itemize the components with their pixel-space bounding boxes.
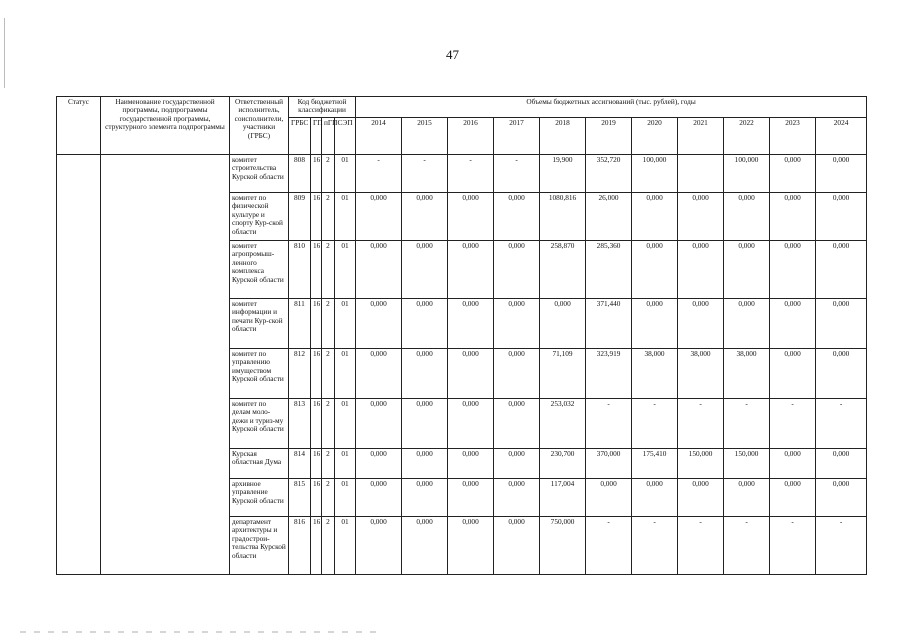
value-cell-2018: 253,032 (540, 399, 586, 449)
value-cell-2017: 0,000 (494, 349, 540, 399)
value-cell-2018: 117,004 (540, 479, 586, 517)
code-pgp-cell: 2 (322, 349, 335, 399)
value-cell-2022: 150,000 (724, 449, 770, 479)
value-cell-2015: 0,000 (402, 241, 448, 299)
code-grbs-cell: 814 (289, 449, 311, 479)
code-sep-cell: 01 (335, 479, 356, 517)
value-cell-2023: - (770, 399, 816, 449)
executor-cell: комитет строительства Курской области (230, 155, 289, 193)
value-cell-2016: 0,000 (448, 517, 494, 575)
value-cell-2023: 0,000 (770, 449, 816, 479)
value-cell-2024: 0,000 (816, 155, 867, 193)
code-sep-cell: 01 (335, 241, 356, 299)
value-cell-2022: - (724, 517, 770, 575)
value-cell-2021: 0,000 (678, 193, 724, 241)
header-code-group: Код бюджетной классификации (289, 97, 356, 118)
value-cell-2016: 0,000 (448, 399, 494, 449)
value-cell-2017: 0,000 (494, 479, 540, 517)
header-year-2020: 2020 (632, 118, 678, 155)
page-number: 47 (446, 47, 459, 62)
value-cell-2021 (678, 155, 724, 193)
executor-cell: архивное управление Курской области (230, 479, 289, 517)
code-sep-cell: 01 (335, 155, 356, 193)
value-cell-2015: 0,000 (402, 299, 448, 349)
value-cell-2020: 38,000 (632, 349, 678, 399)
value-cell-2022: 100,000 (724, 155, 770, 193)
value-cell-2019: 0,000 (586, 479, 632, 517)
value-cell-2020: 0,000 (632, 299, 678, 349)
code-pgp-cell: 2 (322, 299, 335, 349)
value-cell-2016: 0,000 (448, 449, 494, 479)
value-cell-2017: 0,000 (494, 241, 540, 299)
value-cell-2023: - (770, 517, 816, 575)
value-cell-2015: 0,000 (402, 399, 448, 449)
value-cell-2019: 323,919 (586, 349, 632, 399)
value-cell-2019: 352,720 (586, 155, 632, 193)
value-cell-2023: 0,000 (770, 155, 816, 193)
code-gp-cell: 16 (311, 299, 322, 349)
value-cell-2024: - (816, 399, 867, 449)
value-cell-2018: 750,000 (540, 517, 586, 575)
code-gp-cell: 16 (311, 399, 322, 449)
code-grbs-cell: 810 (289, 241, 311, 299)
value-cell-2024: 0,000 (816, 241, 867, 299)
value-cell-2023: 0,000 (770, 479, 816, 517)
value-cell-2024: 0,000 (816, 193, 867, 241)
name-cell (101, 155, 230, 575)
executor-cell: Курская областная Дума (230, 449, 289, 479)
header-year-2016: 2016 (448, 118, 494, 155)
value-cell-2018: 71,109 (540, 349, 586, 399)
value-cell-2014: 0,000 (356, 399, 402, 449)
value-cell-2024: 0,000 (816, 479, 867, 517)
value-cell-2018: 230,700 (540, 449, 586, 479)
value-cell-2015: - (402, 155, 448, 193)
value-cell-2019: - (586, 517, 632, 575)
value-cell-2018: 19,900 (540, 155, 586, 193)
header-code-3: СЭП (335, 118, 356, 155)
value-cell-2021: 0,000 (678, 241, 724, 299)
value-cell-2022: 0,000 (724, 241, 770, 299)
value-cell-2014: - (356, 155, 402, 193)
code-grbs-cell: 815 (289, 479, 311, 517)
code-pgp-cell: 2 (322, 449, 335, 479)
code-pgp-cell: 2 (322, 155, 335, 193)
executor-cell: комитет по делам моло-дежи и туриз-му Курской области (230, 399, 289, 449)
budget-table (56, 96, 867, 575)
code-sep-cell: 01 (335, 299, 356, 349)
value-cell-2020: 0,000 (632, 193, 678, 241)
value-cell-2017: - (494, 155, 540, 193)
executor-cell: комитет агропромыш-ленного комплекса Курской области (230, 241, 289, 299)
scan-artifact (20, 631, 380, 633)
code-pgp-cell: 2 (322, 241, 335, 299)
value-cell-2019: - (586, 399, 632, 449)
value-cell-2023: 0,000 (770, 241, 816, 299)
code-grbs-cell: 813 (289, 399, 311, 449)
table-row (57, 155, 867, 193)
value-cell-2014: 0,000 (356, 517, 402, 575)
code-gp-cell: 16 (311, 241, 322, 299)
header-name: Наименование государственной программы, подпрограммы государственной программы, структурного элемента подпрограммы (101, 97, 230, 155)
code-gp-cell: 16 (311, 449, 322, 479)
header-volume-group: Объемы бюджетных ассигнований (тыс. рублей), годы (356, 97, 867, 118)
value-cell-2016: 0,000 (448, 241, 494, 299)
value-cell-2015: 0,000 (402, 349, 448, 399)
value-cell-2014: 0,000 (356, 241, 402, 299)
value-cell-2023: 0,000 (770, 193, 816, 241)
value-cell-2017: 0,000 (494, 299, 540, 349)
value-cell-2015: 0,000 (402, 517, 448, 575)
code-gp-cell: 16 (311, 349, 322, 399)
value-cell-2021: 38,000 (678, 349, 724, 399)
value-cell-2021: 0,000 (678, 299, 724, 349)
value-cell-2018: 0,000 (540, 299, 586, 349)
value-cell-2018: 1080,816 (540, 193, 586, 241)
executor-cell: комитет по физической культуре и спорту Кур-ской области (230, 193, 289, 241)
value-cell-2021: 0,000 (678, 479, 724, 517)
value-cell-2018: 258,870 (540, 241, 586, 299)
value-cell-2021: - (678, 517, 724, 575)
value-cell-2014: 0,000 (356, 449, 402, 479)
header-year-2018: 2018 (540, 118, 586, 155)
header-year-2014: 2014 (356, 118, 402, 155)
code-gp-cell: 16 (311, 155, 322, 193)
value-cell-2020: - (632, 399, 678, 449)
code-grbs-cell: 816 (289, 517, 311, 575)
code-grbs-cell: 808 (289, 155, 311, 193)
code-sep-cell: 01 (335, 399, 356, 449)
value-cell-2020: 0,000 (632, 241, 678, 299)
code-pgp-cell: 2 (322, 517, 335, 575)
value-cell-2020: 100,000 (632, 155, 678, 193)
code-pgp-cell: 2 (322, 479, 335, 517)
header-code-0: ГРБС (289, 118, 311, 155)
value-cell-2022: 0,000 (724, 479, 770, 517)
value-cell-2022: 0,000 (724, 193, 770, 241)
header-year-2019: 2019 (586, 118, 632, 155)
code-gp-cell: 16 (311, 517, 322, 575)
executor-cell: комитет по управлению имуществом Курской области (230, 349, 289, 399)
value-cell-2023: 0,000 (770, 299, 816, 349)
value-cell-2019: 371,440 (586, 299, 632, 349)
value-cell-2020: 175,410 (632, 449, 678, 479)
value-cell-2016: 0,000 (448, 299, 494, 349)
header-year-2021: 2021 (678, 118, 724, 155)
value-cell-2017: 0,000 (494, 449, 540, 479)
header-status: Статус (57, 97, 101, 155)
value-cell-2016: 0,000 (448, 349, 494, 399)
header-year-2015: 2015 (402, 118, 448, 155)
value-cell-2024: 0,000 (816, 349, 867, 399)
code-sep-cell: 01 (335, 517, 356, 575)
header-executor: Ответственный исполнитель, соисполнители, участники (ГРБС) (230, 97, 289, 155)
value-cell-2016: - (448, 155, 494, 193)
value-cell-2017: 0,000 (494, 517, 540, 575)
header-code-2: пГП (322, 118, 335, 155)
value-cell-2024: 0,000 (816, 449, 867, 479)
status-cell (57, 155, 101, 575)
code-sep-cell: 01 (335, 349, 356, 399)
code-gp-cell: 16 (311, 479, 322, 517)
executor-cell: комитет информации и печати Кур-ской области (230, 299, 289, 349)
code-grbs-cell: 811 (289, 299, 311, 349)
header-year-2024: 2024 (816, 118, 867, 155)
code-grbs-cell: 809 (289, 193, 311, 241)
code-sep-cell: 01 (335, 449, 356, 479)
code-grbs-cell: 812 (289, 349, 311, 399)
code-pgp-cell: 2 (322, 193, 335, 241)
value-cell-2015: 0,000 (402, 479, 448, 517)
value-cell-2022: 0,000 (724, 299, 770, 349)
value-cell-2021: - (678, 399, 724, 449)
value-cell-2017: 0,000 (494, 193, 540, 241)
code-pgp-cell: 2 (322, 399, 335, 449)
value-cell-2023: 0,000 (770, 349, 816, 399)
value-cell-2014: 0,000 (356, 299, 402, 349)
header-code-1: ГП (311, 118, 322, 155)
value-cell-2024: - (816, 517, 867, 575)
value-cell-2014: 0,000 (356, 349, 402, 399)
value-cell-2022: 38,000 (724, 349, 770, 399)
value-cell-2020: - (632, 517, 678, 575)
value-cell-2015: 0,000 (402, 449, 448, 479)
value-cell-2019: 26,000 (586, 193, 632, 241)
header-year-2023: 2023 (770, 118, 816, 155)
code-sep-cell: 01 (335, 193, 356, 241)
value-cell-2019: 285,360 (586, 241, 632, 299)
code-gp-cell: 16 (311, 193, 322, 241)
value-cell-2016: 0,000 (448, 193, 494, 241)
value-cell-2019: 370,000 (586, 449, 632, 479)
value-cell-2022: - (724, 399, 770, 449)
value-cell-2016: 0,000 (448, 479, 494, 517)
value-cell-2014: 0,000 (356, 479, 402, 517)
value-cell-2017: 0,000 (494, 399, 540, 449)
executor-cell: департамент архитектуры и градострои-тельства Курской области (230, 517, 289, 575)
value-cell-2015: 0,000 (402, 193, 448, 241)
value-cell-2021: 150,000 (678, 449, 724, 479)
value-cell-2014: 0,000 (356, 193, 402, 241)
value-cell-2024: 0,000 (816, 299, 867, 349)
value-cell-2020: 0,000 (632, 479, 678, 517)
header-year-2017: 2017 (494, 118, 540, 155)
header-year-2022: 2022 (724, 118, 770, 155)
